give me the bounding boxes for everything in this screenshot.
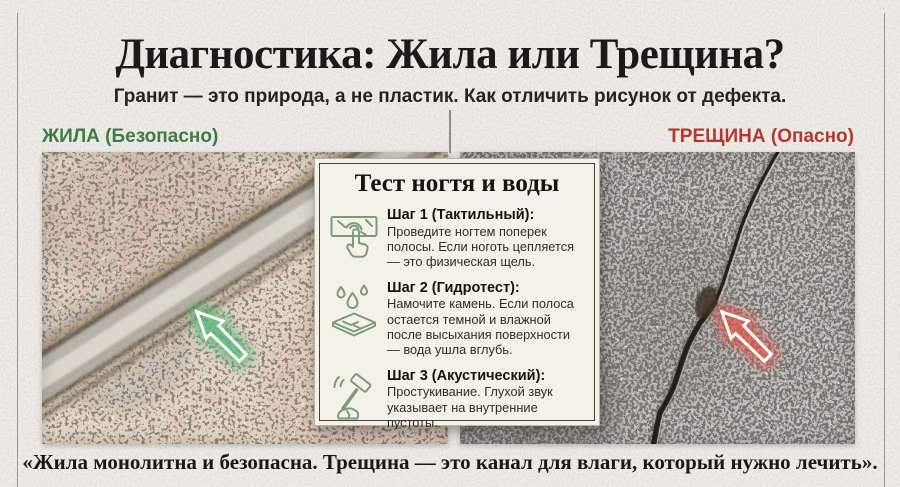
step-2-hydro <box>330 280 584 358</box>
crack-danger-label: ТРЕЩИНА (Опасно) <box>668 126 854 147</box>
step-3-acoustic <box>330 368 584 431</box>
test-card <box>314 158 600 431</box>
header-center-divider <box>449 110 451 153</box>
step-3-text: Простукивание. Глухой звук указывает на внутренние пустоты. <box>387 384 553 431</box>
step-2-text: Намочите камень. Если полоса остается темной и влажной после высыхания поверхности — вода ушла вглубь. <box>387 296 574 358</box>
page-subtitle: Гранит — это природа, а не пластик. Как отличить рисунок от дефекта. <box>113 86 787 107</box>
step-1-title: Шаг 1 (Тактильный): <box>387 207 535 223</box>
touch-press-icon <box>330 207 378 270</box>
vein-safe-label: ЖИЛА (Безопасно) <box>42 126 219 147</box>
left-margin-rule <box>17 13 18 487</box>
right-margin-rule <box>884 13 885 487</box>
step-2-title: Шаг 2 (Гидротест): <box>387 279 520 296</box>
test-card-frame <box>319 163 595 431</box>
hammer-tap-icon <box>330 368 378 431</box>
test-card-title: Тест ногтя и воды <box>354 170 560 197</box>
step-1-tactile <box>330 207 584 270</box>
page-title: Диагностика: Жила или Трещина? <box>115 31 785 78</box>
footer-quote: «Жила монолитна и безопасна. Трещина — это канал для влаги, который нужно лечить». <box>22 450 878 474</box>
step-1-text: Проведите ногтем поперек полосы. Если ноготь цепляется — это физическая щель. <box>387 223 575 270</box>
step-3-title: Шаг 3 (Акустический): <box>387 367 546 384</box>
water-drops-icon <box>330 280 378 358</box>
